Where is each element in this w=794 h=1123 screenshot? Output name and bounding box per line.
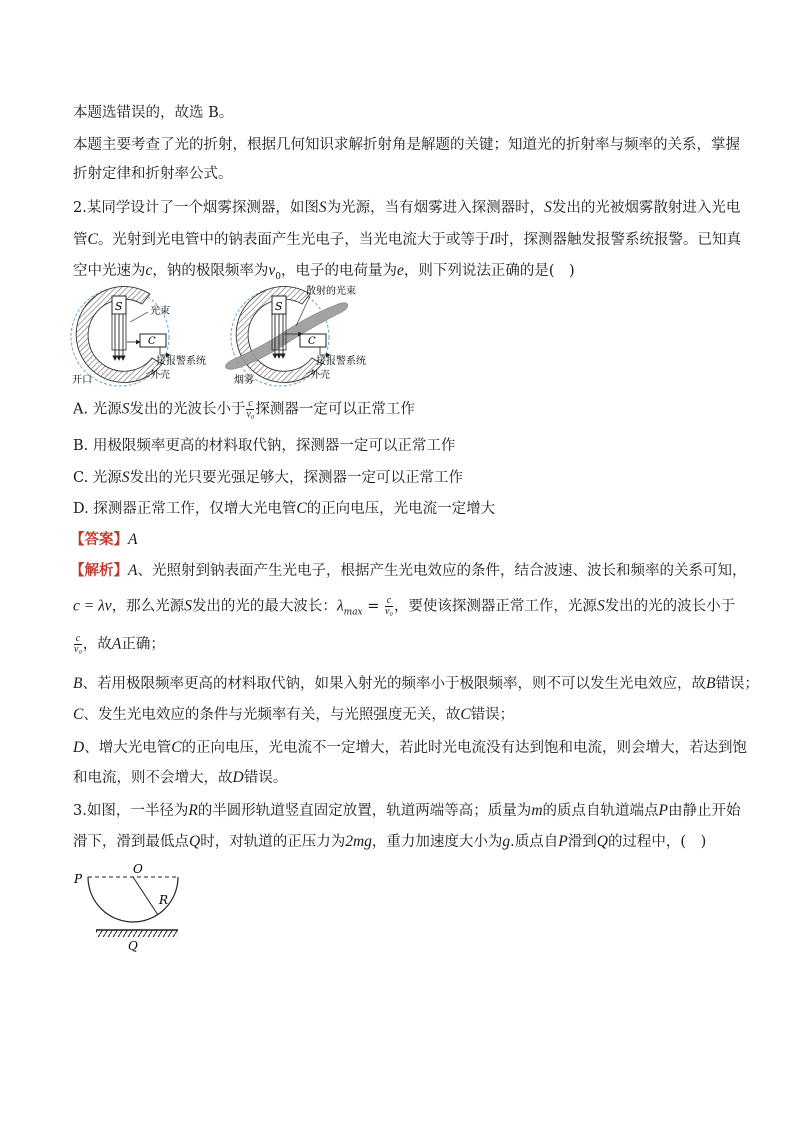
q3-stem-line-2: 滑下，滑到最低点Q时，对轨道的正压力为2mg，重力加速度大小为g.质点自P滑到Q的过程中，( ) [73, 833, 707, 850]
svg-text:C: C [148, 336, 156, 347]
svg-text:外壳: 外壳 [150, 370, 170, 381]
q2-analysis-line-3: $\frac{c}{\text{ν₀}}$ ，故A正确； [74, 633, 165, 655]
q2-stem-line-2: 管C。光射到光电管中的钠表面产生光电子，当光电流大于或等于I时，探测器触发报警系统报警。已知真 [73, 231, 742, 248]
q2-option-d: D. 探测器正常工作，仅增大光电管C的正向电压，光电流一定增大 [73, 500, 496, 517]
svg-text:光束: 光束 [150, 306, 170, 317]
q2-analysis-line-2: c = λν，那么光源S发出的光的最大波长：$\lambda_{max}$ = $\frac{c}{\text{ν₀}}$ ，要使该探测器正常工作，光源S发出的光的波长小于 [73, 595, 736, 618]
intro-line-1: 本题选错误的，故选 B。 [73, 105, 234, 121]
q2-analysis-b: B、若用极限频率更高的材料取代钠，如果入射光的频率小于极限频率，则不可以发生光电效应，故B错误； [73, 675, 759, 692]
q2-stem-line-3: 空中光速为c，钠的极限频率为$\nu_0$，电子的电荷量为e，则下列说法正确的是( ) [73, 262, 575, 282]
q2-answer: 【答案】A [70, 531, 138, 548]
svg-text:R: R [159, 893, 169, 907]
q3-figure [70, 862, 180, 958]
svg-text:P: P [74, 872, 83, 886]
q2-stem-line-1: 2.某同学设计了一个烟雾探测器，如图S为光源，当有烟雾进入探测器时，S发出的光被烟雾散射进入光电 [73, 199, 741, 216]
semicircle-track-diagram [70, 862, 180, 954]
svg-text:散射的光束: 散射的光束 [306, 286, 356, 297]
q2-analysis-d-2: 和电流，则不会增大，故D错误。 [73, 769, 288, 786]
intro-line-3: 折射定律和折射率公式。 [73, 166, 233, 182]
q2-option-a: A. 光源S发出的光波长小于 $\frac{c}{\text{ν₀}}$ 探测器一定可以正常工作 [73, 398, 415, 420]
svg-text:C: C [308, 336, 316, 347]
svg-text:接报警系统: 接报警系统 [156, 356, 206, 367]
svg-text:外壳: 外壳 [310, 370, 330, 381]
intro-line-2: 本题主要考查了光的折射，根据几何知识求解折射角是解题的关键；知道光的折射率与频率的关系，掌握 [73, 137, 740, 153]
ground-hatch [96, 930, 178, 937]
q2-analysis-line-1: 【解析】A、光照射到钠表面产生光电子，根据产生光电效应的条件，结合波速、波长和频率的关系可知， [70, 562, 747, 579]
svg-text:S: S [275, 300, 283, 313]
svg-text:Q: Q [128, 939, 138, 953]
right-diagram [225, 284, 366, 386]
svg-text:烟雾: 烟雾 [234, 375, 254, 386]
svg-text:接报警系统: 接报警系统 [316, 356, 366, 367]
q2-analysis-d-1: D、增大光电管C的正向电压，光电流不一定增大，若此时光电流没有达到饱和电流，则会增大，若达到饱 [73, 739, 748, 756]
left-diagram [71, 286, 206, 386]
q3-stem-line-1: 3.如图，一半径为R的半圆形轨道竖直固定放置，轨道两端等高；质量为m的质点自轨道端点P由静止开始 [73, 802, 741, 819]
radius-line [133, 877, 158, 915]
q2-option-c: C. 光源S发出的光只要光强足够大，探测器一定可以正常工作 [73, 469, 464, 486]
svg-text:O: O [133, 862, 143, 876]
q2-analysis-c: C、发生光电效应的条件与光频率有关，与光照强度无关，故C错误； [73, 706, 515, 723]
q2-figure [70, 282, 390, 394]
svg-text:S: S [115, 300, 123, 313]
svg-text:开口: 开口 [72, 375, 92, 386]
q2-option-b: B. 用极限频率更高的材料取代钠，探测器一定可以正常工作 [73, 438, 456, 454]
fraction: $\frac{c}{\text{ν₀}}$ [246, 398, 255, 420]
smoke-detector-diagram [70, 282, 390, 390]
